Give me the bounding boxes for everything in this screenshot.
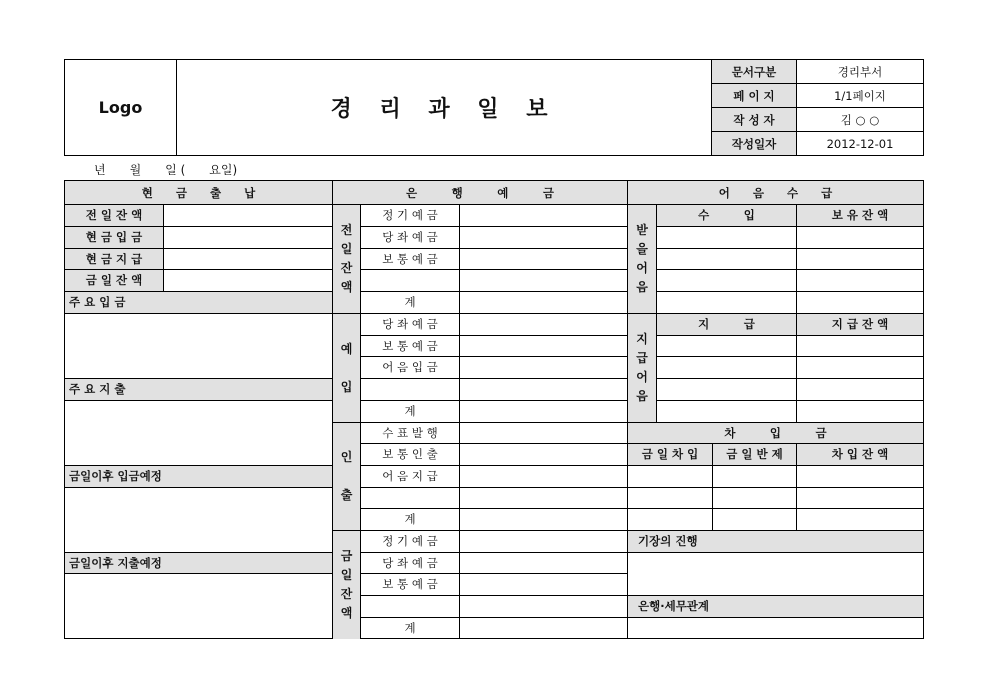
date-line[interactable]: 년 월 일 ( 요일) [94, 162, 238, 177]
company-logo: Logo [98, 98, 143, 117]
ledger-progress-label: 기장의 진행 [638, 534, 698, 548]
bank-total: 계 [404, 295, 416, 309]
loans-col-borrow: 금 일 차 입 [641, 447, 699, 461]
bank-item: 당 좌 예 금 [382, 555, 438, 570]
info-label-author: 작 성 자 [712, 108, 796, 131]
info-label-date: 작성일자 [712, 132, 796, 155]
bills-group-payable: 지 급 어 음 [636, 331, 648, 403]
info-value-page[interactable]: 1/1페이지 [834, 88, 886, 103]
bank-item: 어 음 입 금 [382, 360, 438, 374]
bills-receivable-col-income: 수 입 [698, 208, 755, 222]
bank-item: 보 통 예 금 [382, 338, 438, 353]
document-title: 경 리 과 일 보 [330, 97, 558, 122]
bank-total: 계 [404, 512, 416, 526]
bank-item: 보 통 인 출 [382, 447, 438, 461]
section-title-bank: 은 행 예 금 [406, 185, 554, 200]
bank-tax-label: 은행·세무관계 [638, 599, 710, 613]
bank-item: 당 좌 예 금 [382, 317, 438, 331]
info-value-author[interactable]: 김 ○ ○ [840, 112, 880, 127]
bank-item: 어 음 지 급 [382, 469, 438, 483]
main-expense-label: 주 요 지 출 [69, 382, 126, 396]
info-label-page: 페 이 지 [712, 84, 796, 107]
bank-item: 수 표 발 행 [382, 425, 438, 440]
cash-row-label-in: 현 금 입 금 [85, 230, 143, 244]
bank-group-today-balance: 금 일 잔 액 [340, 548, 353, 620]
bills-payable-col-payment: 지 급 [698, 317, 755, 331]
main-income-label: 주 요 입 금 [69, 295, 126, 309]
section-title-cash: 현 금 출 납 [141, 185, 256, 200]
info-value-doctype[interactable]: 경리부서 [837, 64, 883, 79]
bank-total: 계 [404, 404, 416, 418]
planned-expense-label: 금일이후 지출예정 [69, 555, 162, 570]
bank-item: 보 통 예 금 [382, 251, 438, 266]
loans-col-balance: 차 입 잔 액 [831, 447, 889, 461]
bank-group-withdraw: 인 출 [340, 450, 353, 502]
bank-group-prev-balance: 전 일 잔 액 [340, 222, 353, 294]
cash-row-label-today: 금 일 잔 액 [85, 273, 143, 287]
bills-group-receivable: 받 을 어 음 [636, 222, 648, 294]
cash-row-label-prev: 전 일 잔 액 [85, 208, 143, 222]
bank-item: 당 좌 예 금 [382, 230, 438, 244]
bank-group-deposit: 예 입 [340, 341, 353, 394]
cash-row-label-out: 현 금 지 급 [85, 251, 143, 266]
bank-total: 계 [404, 621, 416, 635]
bank-item: 정 기 예 금 [382, 534, 438, 548]
loans-col-repay: 금 일 반 제 [726, 447, 783, 461]
section-title-loans: 차 입 금 [724, 425, 827, 440]
bills-receivable-col-balance: 보 유 잔 액 [831, 208, 889, 222]
bank-item: 보 통 예 금 [382, 577, 438, 591]
bank-item: 정 기 예 금 [382, 208, 438, 222]
bills-payable-col-balance: 지 급 잔 액 [831, 317, 889, 331]
info-label-doctype: 문서구분 [712, 60, 796, 83]
planned-income-label: 금일이후 입금예정 [69, 469, 162, 483]
section-title-bills: 어 음 수 급 [718, 185, 833, 200]
info-value-date[interactable]: 2012-12-01 [826, 136, 894, 151]
